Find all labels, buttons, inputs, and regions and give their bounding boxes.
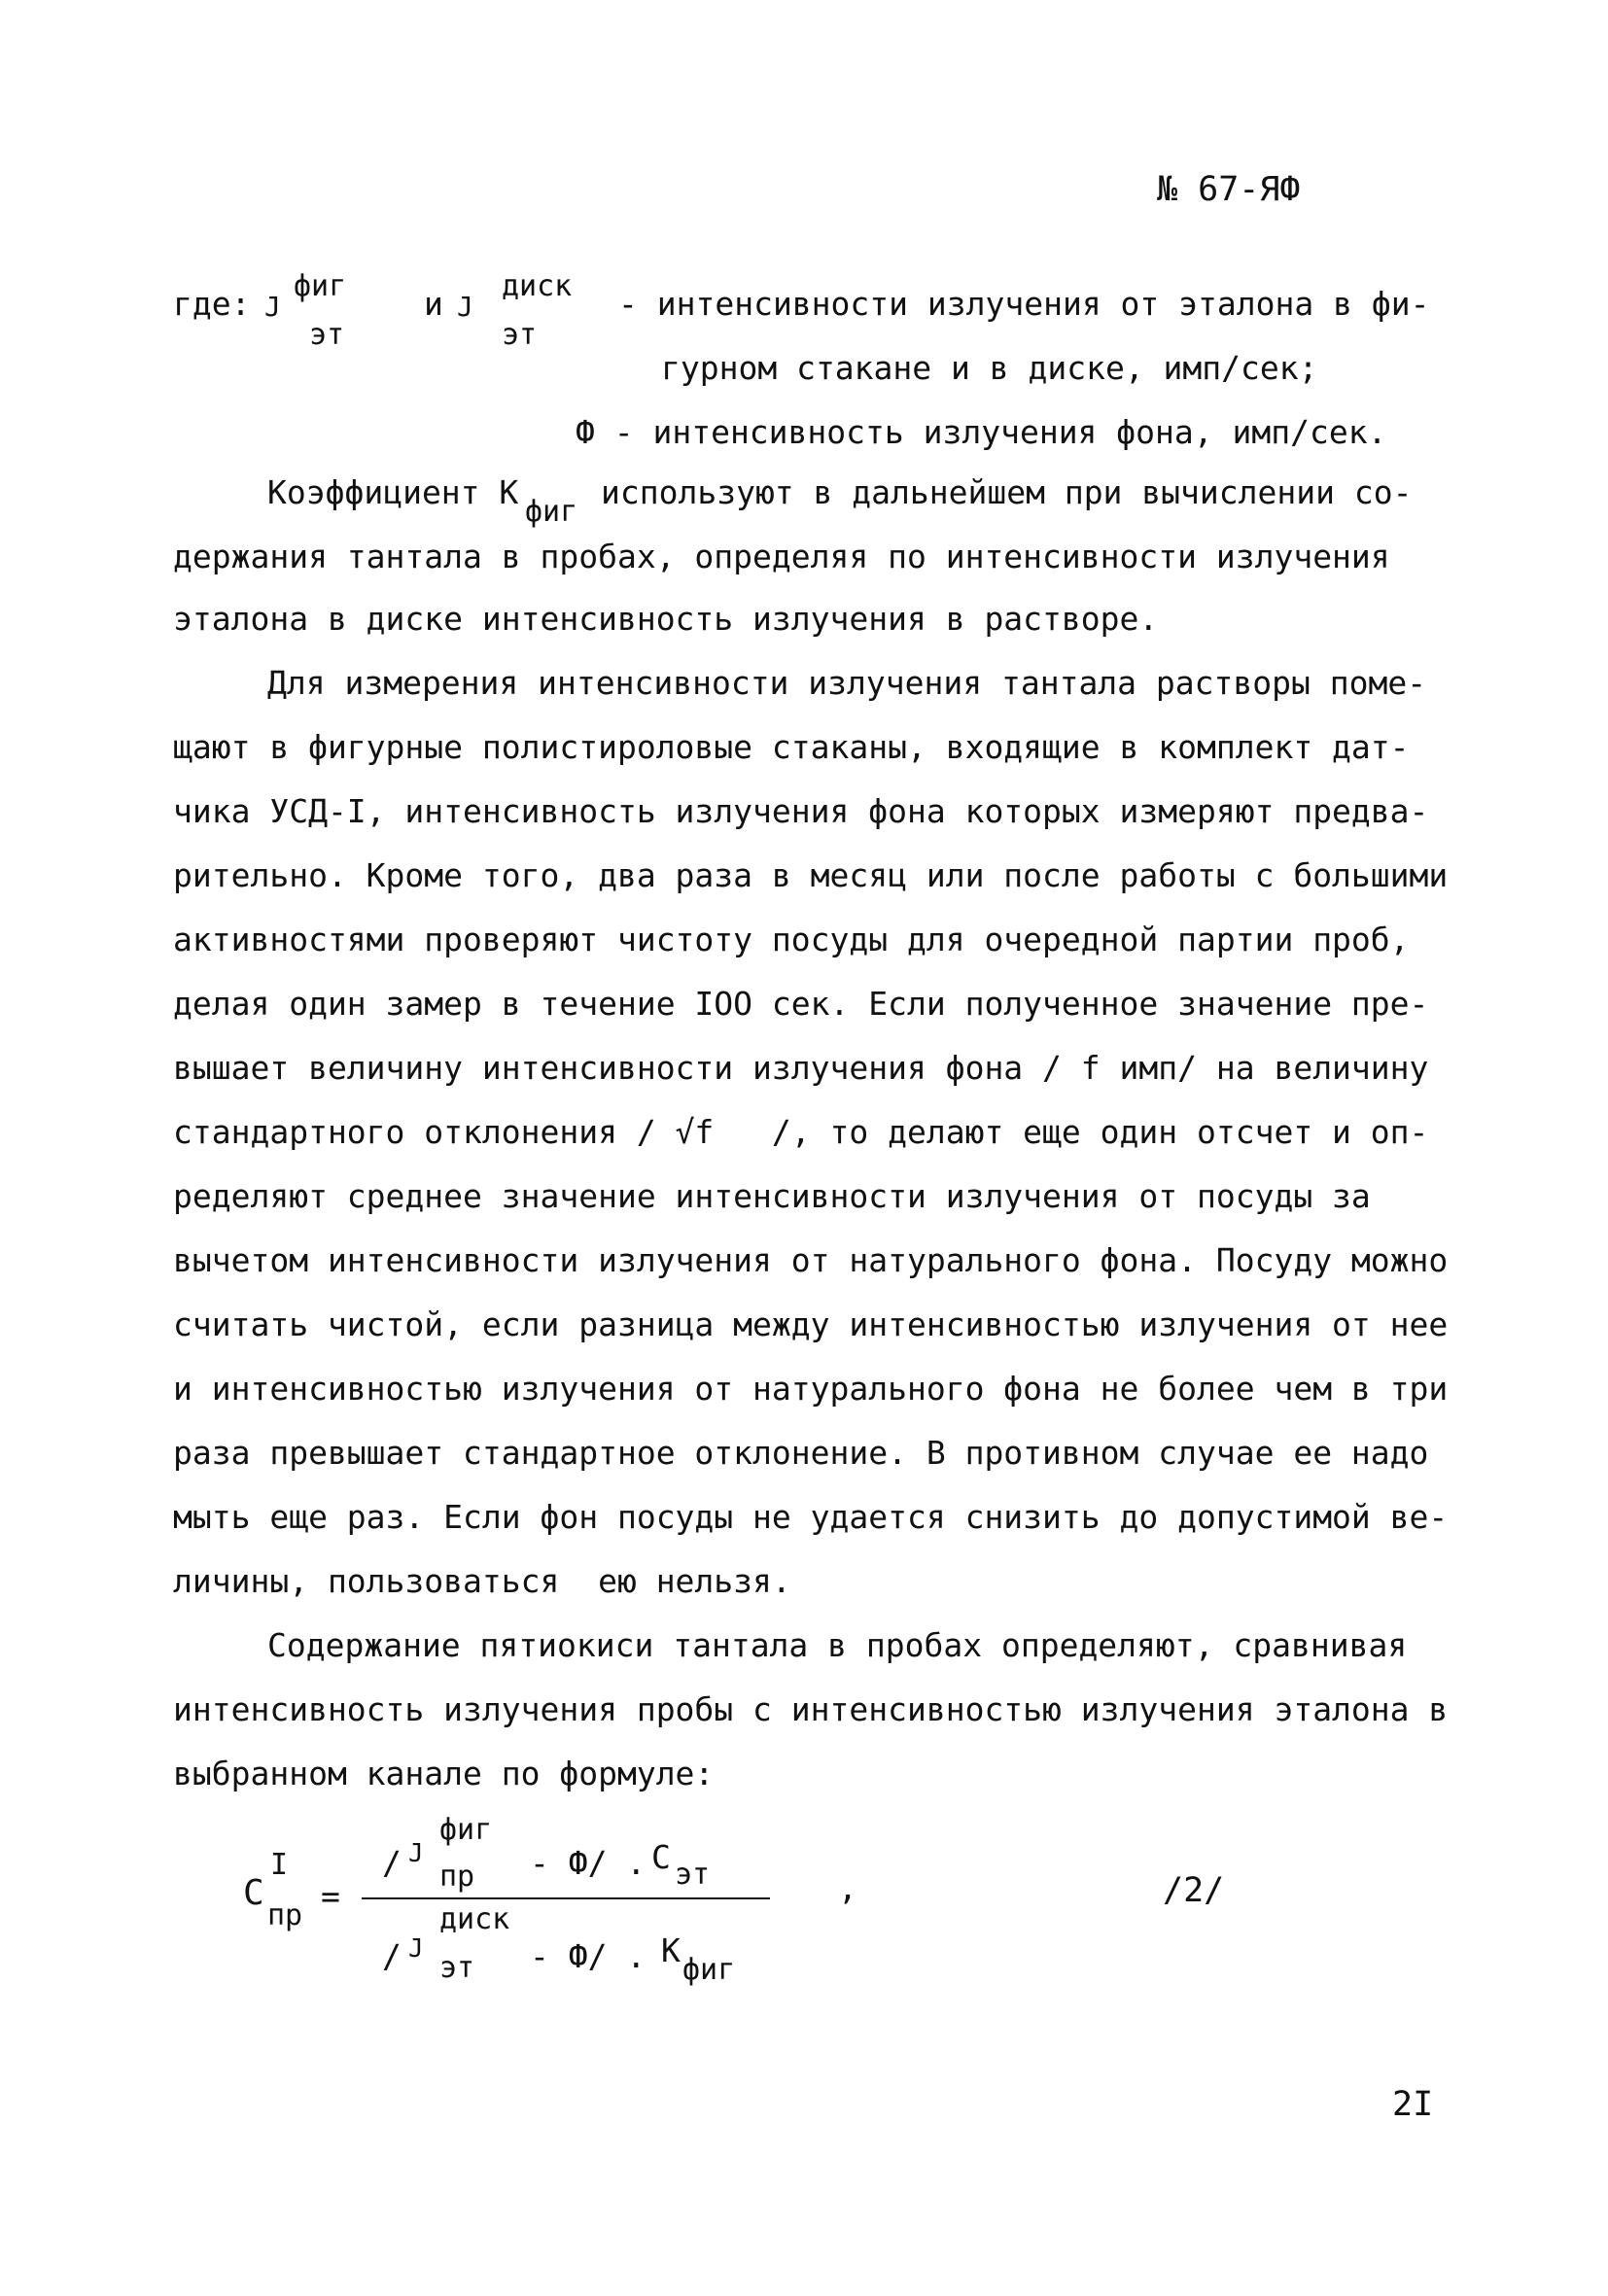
document-number: № 67-ЯФ — [1157, 170, 1301, 209]
formula-den-superscript: диск — [439, 1902, 510, 1936]
j2-superscript: диск — [502, 269, 573, 303]
formula-lhs-symbol: C — [243, 1873, 264, 1913]
where-prefix: где: — [173, 285, 251, 323]
formula-den-k: К — [661, 1931, 681, 1969]
formula-num-c: C — [651, 1838, 671, 1876]
formula-lhs-superscript: I — [270, 1848, 289, 1882]
formula-num-c-subscript: эт — [675, 1858, 711, 1892]
definition-1-line-2: гурном стакане и в диске, имп/сек; — [661, 349, 1318, 387]
formula-num-minus: - Ф/ . — [530, 1844, 647, 1882]
para1-line2: держания тантала в пробах, определяя по интенсивности излучения — [173, 538, 1390, 575]
para3-line-2: интенсивность излучения пробы с интенсивностью излучения эталона в — [173, 1690, 1449, 1728]
para2-line-4: рительно. Кроме того, два раза в месяц или после работы с большими — [173, 856, 1449, 894]
j2-subscript: эт — [502, 318, 538, 352]
para2-line-13: раза превышает стандартное отклонение. В противном случае ее надо — [173, 1434, 1429, 1472]
formula-den-j: J — [408, 1934, 424, 1964]
formula-num-subscript: пр — [439, 1860, 475, 1894]
j1-symbol: J — [264, 291, 281, 323]
j1-superscript: фиг — [294, 269, 347, 303]
para3-line-3: выбранном канале по формуле: — [173, 1755, 715, 1792]
para2-line-5: активностями проверяют чистоту посуды для очередной партии проб, — [173, 921, 1410, 958]
formula-den-subscript: эт — [439, 1951, 475, 1985]
para2-line-14: мыть еще раз. Если фон посуды не удается снизить до допустимой ве- — [173, 1498, 1449, 1536]
para2-line-11: считать чистой, если разница между интенсивностью излучения от нее — [173, 1305, 1449, 1343]
definition-2: Ф - интенсивность излучения фона, имп/сек. — [576, 413, 1387, 451]
para2-line-1: Для измерения интенсивности излучения тантала растворы поме- — [267, 664, 1427, 702]
formula-equals: = — [321, 1877, 340, 1915]
formula-comma: , — [838, 1869, 857, 1907]
para1-k-subscript: фиг — [525, 495, 578, 529]
formula-equation-number: /2/ — [1163, 1871, 1225, 1910]
definition-1-line-1: - интенсивности излучения от эталона в фи- — [618, 285, 1430, 323]
para1-line1-b: используют в дальнейшем при вычислении со- — [601, 473, 1413, 511]
para2-line-15: личины, пользоваться ею нельзя. — [173, 1562, 791, 1600]
formula-den-open: / — [382, 1937, 402, 1975]
para2-line-3: чика УСД-I, интенсивность излучения фона которых измеряют предва- — [173, 792, 1429, 830]
j2-symbol: J — [457, 291, 473, 323]
para1-line3: эталона в диске интенсивность излучения в растворе. — [173, 600, 1159, 638]
formula-num-superscript: фиг — [439, 1813, 493, 1847]
formula-den-k-subscript: фиг — [682, 1953, 736, 1987]
formula-num-open: / — [382, 1844, 402, 1882]
formula-fraction-bar — [362, 1897, 770, 1899]
para3-line-1: Содержание пятиокиси тантала в пробах определяют, сравнивая — [267, 1626, 1408, 1664]
page-number: 2I — [1392, 2085, 1434, 2124]
para2-line-10: вычетом интенсивности излучения от натурального фона. Посуду можно — [173, 1241, 1449, 1279]
para2-line-12: и интенсивностью излучения от натурального фона не более чем в три — [173, 1370, 1449, 1408]
formula-num-j: J — [408, 1839, 424, 1868]
where-and: и — [424, 285, 443, 323]
j1-subscript: эт — [309, 318, 345, 352]
para2-line-9: ределяют среднее значение интенсивности излучения от посуды за — [173, 1177, 1371, 1215]
formula-den-minus: - Ф/ . — [530, 1937, 647, 1975]
formula-lhs-subscript: пр — [267, 1898, 303, 1932]
para2-line-8: стандартного отклонения / √f /, то делают еще один отсчет и оп- — [173, 1113, 1429, 1151]
para2-line-7: вышает величину интенсивности излучения фона / f имп/ на величину — [173, 1049, 1429, 1087]
para2-line-2: щают в фигурные полистироловые стаканы, входящие в комплект дат- — [173, 728, 1410, 766]
para2-line-6: делая один замер в течение IOO сек. Если полученное значение пре- — [173, 985, 1429, 1023]
para1-line1-a: Коэффициент К — [267, 473, 519, 511]
